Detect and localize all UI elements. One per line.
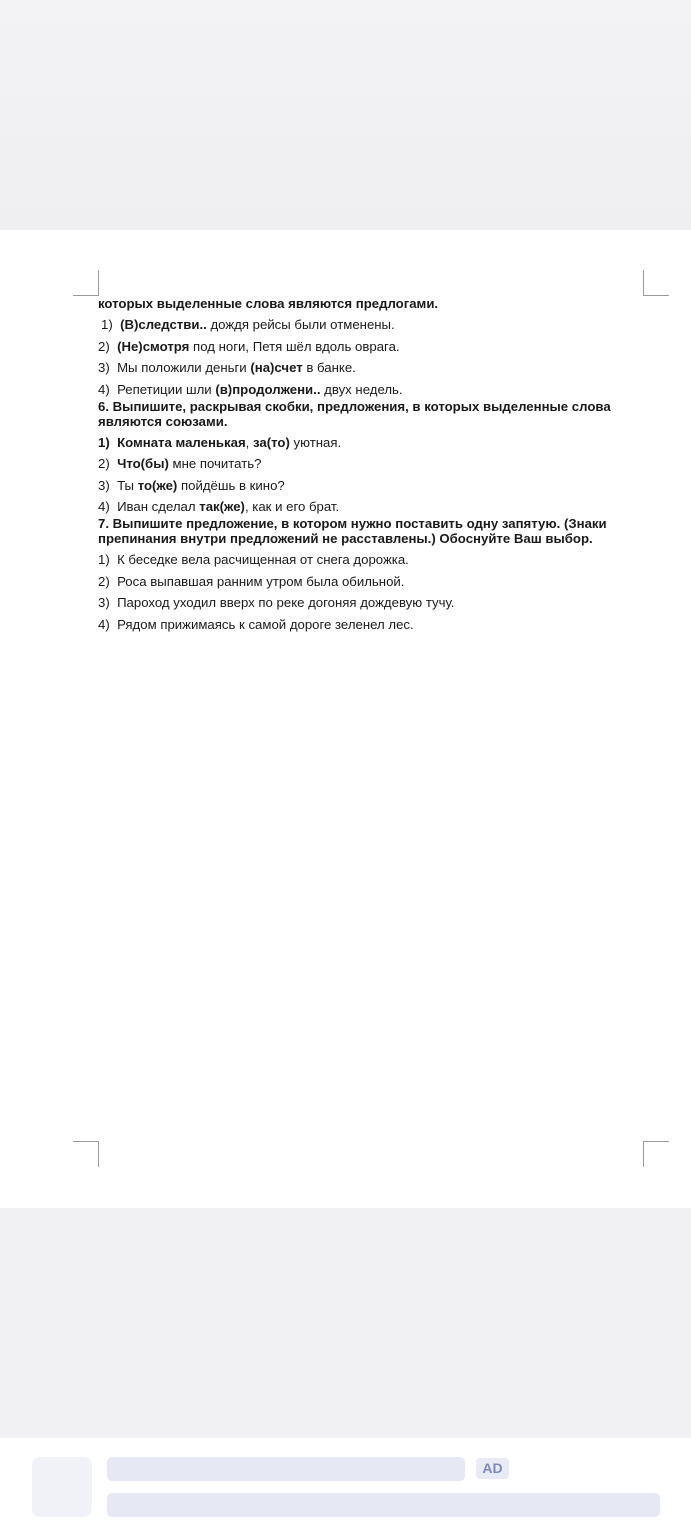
task7-heading-line-1: 7. Выпишите предложение, в котором нужно поставить одну запятую. (Знаки (98, 516, 607, 531)
item-emphasis: Комната маленькая (117, 434, 246, 450)
task6-item-4 (98, 499, 618, 514)
task5-item-4 (98, 382, 618, 397)
item-number: 2) (98, 456, 110, 471)
item-emphasis: Что(бы) (117, 456, 169, 471)
ad-title-placeholder[interactable] (107, 1457, 465, 1481)
item-emphasis: (на)счет (250, 360, 303, 375)
task6-heading (98, 399, 618, 429)
item-text: пойдёшь в кино? (177, 477, 285, 493)
item-number: 4) (98, 616, 110, 632)
item-text: Рядом прижимаясь к самой дороге зеленел лес. (117, 616, 414, 632)
ad-banner[interactable] (0, 1438, 691, 1536)
item-number: 4) (98, 499, 110, 514)
item-text: Ты (117, 477, 138, 493)
task7-item-4 (98, 617, 618, 632)
item-emphasis: (в)продолжени.. (215, 381, 321, 397)
item-number: 2) (98, 573, 110, 589)
item-number: 3) (98, 360, 110, 375)
item-emphasis: так(же) (199, 499, 245, 514)
task6-heading-line-1: 6. Выпишите, раскрывая скобки, предложения, в которых выделенные слова (98, 398, 611, 414)
viewer-bottom-gap (0, 1208, 691, 1438)
item-emphasis: то(же) (137, 477, 178, 493)
task5-intro-line: которых выделенные слова являются предлогами. (98, 296, 439, 311)
ad-description-placeholder[interactable] (107, 1493, 660, 1517)
task5-item-3 (98, 360, 618, 375)
item-number: 1) (98, 552, 110, 567)
item-number: 3) (98, 595, 110, 610)
document-text (98, 296, 618, 632)
item-number: 3) (98, 477, 110, 493)
crop-mark-top-left (73, 270, 99, 296)
task7-heading-line-2: препинания внутри предложений не расставлены.) Обоснуйте Ваш выбор. (98, 531, 593, 546)
task7-item-2 (98, 574, 618, 589)
crop-mark-bottom-left (73, 1141, 99, 1167)
item-text: , как и его брат. (244, 499, 340, 514)
ad-thumbnail-placeholder[interactable] (32, 1457, 92, 1517)
item-number: 4) (98, 381, 110, 397)
item-emphasis: (Не)смотря (117, 338, 190, 354)
item-number: 1) (101, 317, 113, 332)
task7-item-1 (98, 552, 618, 567)
item-emphasis: за(то) (253, 434, 290, 450)
task6-heading-line-2: являются союзами. (98, 413, 228, 429)
task5-item-1 (98, 317, 618, 332)
item-text: Иван сделал (117, 499, 200, 514)
item-number: 2) (98, 338, 110, 354)
item-text: двух недель. (320, 381, 403, 397)
item-text: , (245, 434, 253, 450)
item-text: в банке. (302, 360, 356, 375)
task7-item-3 (98, 595, 618, 610)
task5-item-2 (98, 339, 618, 354)
crop-mark-bottom-right (643, 1141, 669, 1167)
viewer-top-gap (0, 0, 691, 230)
item-text: уютная. (289, 434, 342, 450)
ad-badge: AD (476, 1458, 509, 1479)
item-text: Пароход уходил вверх по реке догоняя дождевую тучу. (117, 595, 455, 610)
item-text: Репетиции шли (117, 381, 216, 397)
item-text: К беседке вела расчищенная от снега дорожка. (117, 552, 409, 567)
item-text: Мы положили деньги (117, 360, 251, 375)
task6-item-2 (98, 456, 618, 471)
crop-mark-top-right (643, 270, 669, 296)
task6-item-3 (98, 478, 618, 493)
item-text: под ноги, Петя шёл вдоль оврага. (189, 338, 400, 354)
item-emphasis: (В)следстви.. (120, 317, 207, 332)
task7-heading (98, 516, 618, 546)
item-text: мне почитать? (168, 456, 262, 471)
document-page[interactable] (0, 230, 691, 1208)
task6-item-1 (98, 435, 618, 450)
item-text: дождя рейсы были отменены. (206, 317, 395, 332)
item-text: Роса выпавшая ранним утром была обильной. (117, 573, 405, 589)
item-number: 1) (98, 434, 110, 450)
